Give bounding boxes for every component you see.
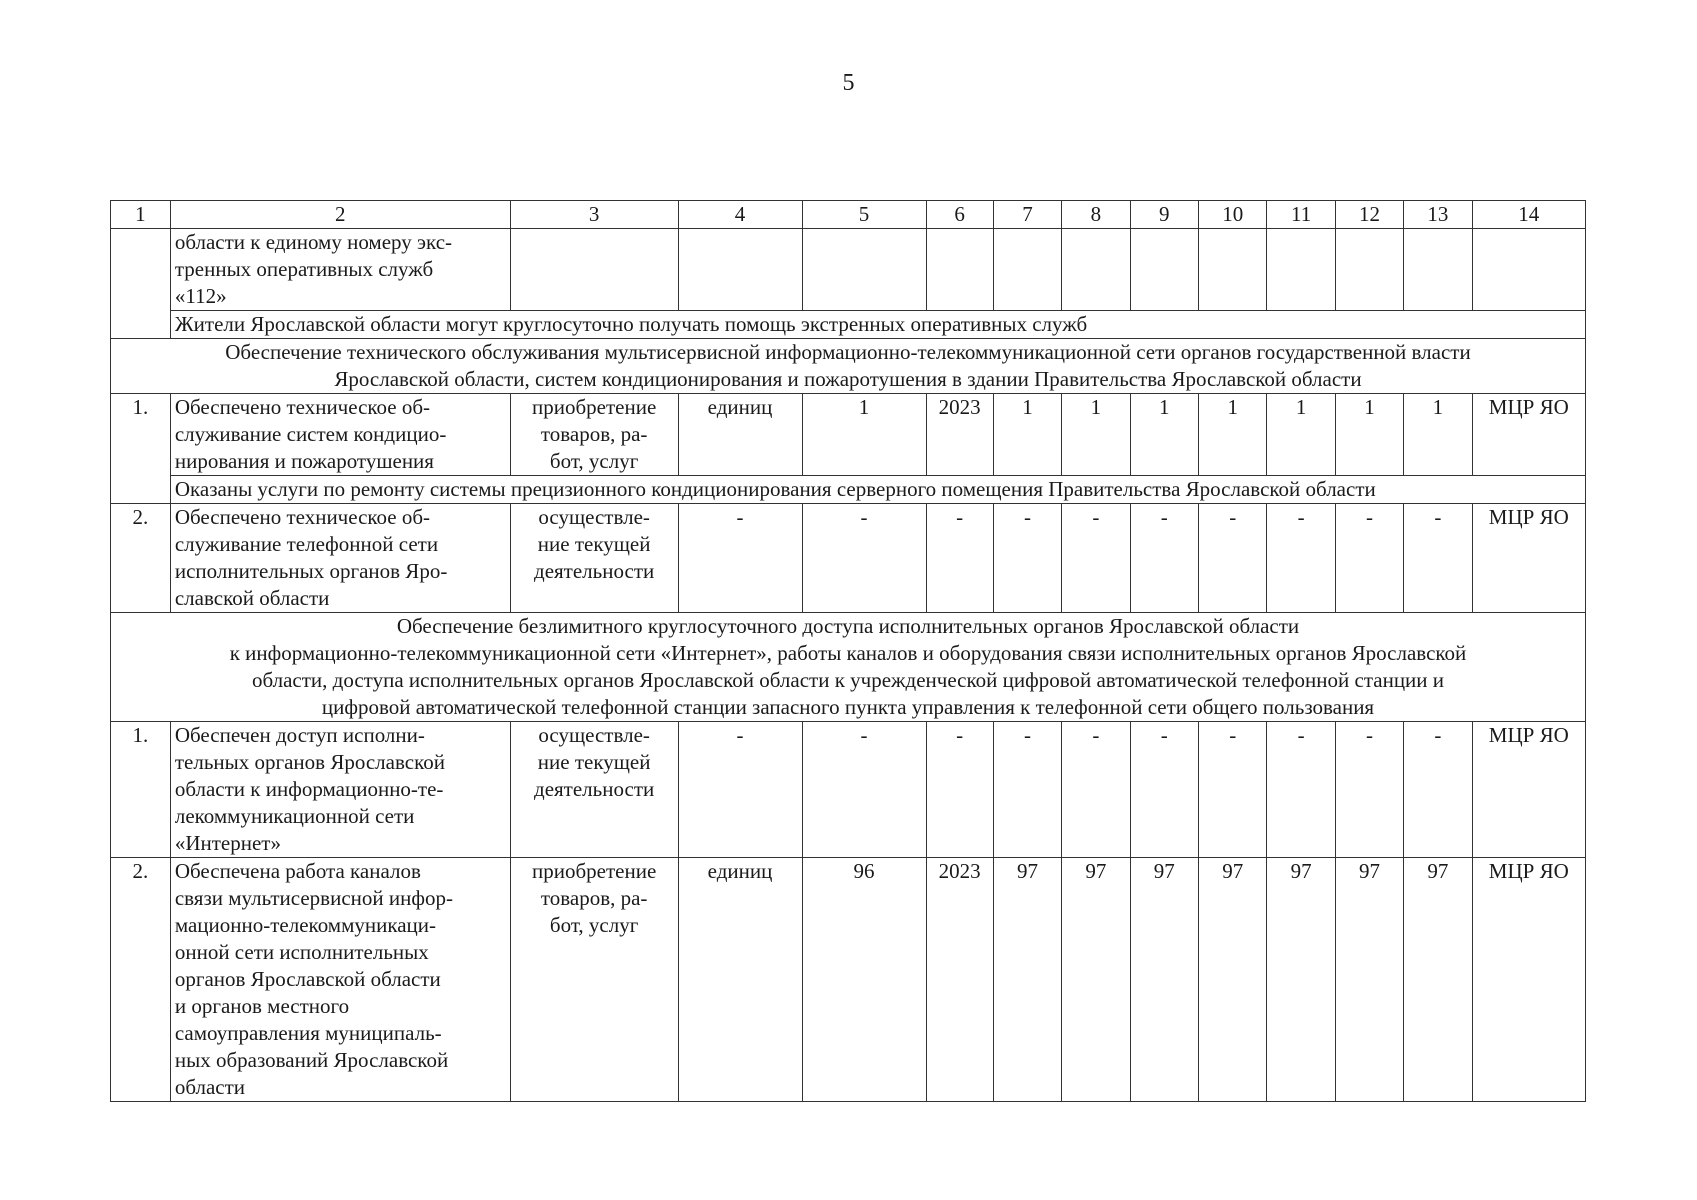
unit-cell: - <box>678 722 802 858</box>
column-number: 9 <box>1130 201 1198 229</box>
table-row <box>111 394 1586 476</box>
base-year-cell: 2023 <box>926 394 993 476</box>
executor-cell: МЦР ЯО <box>1472 858 1585 1102</box>
value-cell: 1 <box>1062 394 1130 476</box>
row-number: 1. <box>111 722 171 858</box>
value-cell: - <box>1062 722 1130 858</box>
value-cell: - <box>1130 504 1198 613</box>
value-cell: 97 <box>1130 858 1198 1102</box>
table-row <box>111 858 1586 1102</box>
table-row <box>111 229 1586 311</box>
value-cell: 97 <box>993 858 1061 1102</box>
row-number: 2. <box>111 858 171 1102</box>
base-year-cell: 2023 <box>926 858 993 1102</box>
table-row <box>111 504 1586 613</box>
task-name-cell: Обеспечен доступ исполни- тельных органов Ярославской области к информационно-те- лекоммуникационной сети «Интернет» <box>170 722 510 858</box>
column-number: 8 <box>1062 201 1130 229</box>
task-name-cell: Обеспечено техническое об- служивание систем кондицио- нирования и пожаротушения <box>170 394 510 476</box>
column-number: 14 <box>1472 201 1585 229</box>
column-number: 1 <box>111 201 171 229</box>
executor-cell: МЦР ЯО <box>1472 504 1585 613</box>
section-heading-row <box>111 339 1586 394</box>
value-cell: - <box>1199 722 1267 858</box>
base-value-cell: - <box>802 504 926 613</box>
value-cell: 97 <box>1335 858 1403 1102</box>
base-value-cell: 1 <box>802 394 926 476</box>
result-text: Жители Ярославской области могут круглосуточно получать помощь экстренных оперативных служб <box>170 311 1585 339</box>
page-number: 5 <box>842 70 855 96</box>
value-cell: 1 <box>1267 394 1335 476</box>
section-heading: Обеспечение технического обслуживания мультисервисной информационно-телекоммуникационной сети органов государственной власти Ярославской области, систем кондиционирования и пожаротушения в здании Правительства Ярославской области <box>111 339 1586 394</box>
value-cell: 97 <box>1404 858 1472 1102</box>
implementation-type-cell: осуществле- ние текущей деятельности <box>510 504 678 613</box>
result-text: Оказаны услуги по ремонту системы прецизионного кондиционирования серверного помещения Правительства Ярославской области <box>170 476 1585 504</box>
base-value-cell: - <box>802 722 926 858</box>
column-number: 10 <box>1199 201 1267 229</box>
value-cell: - <box>1335 722 1403 858</box>
value-cell: 1 <box>1404 394 1472 476</box>
indicators-table <box>110 200 1586 1102</box>
column-number: 4 <box>678 201 802 229</box>
column-number-row <box>111 201 1586 229</box>
unit-cell: единиц <box>678 858 802 1102</box>
section-heading-row <box>111 613 1586 722</box>
column-number: 6 <box>926 201 993 229</box>
value-cell: - <box>1062 504 1130 613</box>
value-cell: 1 <box>1199 394 1267 476</box>
value-cell: 1 <box>993 394 1061 476</box>
column-number: 3 <box>510 201 678 229</box>
row-number: 2. <box>111 504 171 613</box>
column-number: 11 <box>1267 201 1335 229</box>
value-cell: - <box>1130 722 1198 858</box>
unit-cell: - <box>678 504 802 613</box>
column-number: 5 <box>802 201 926 229</box>
base-year-cell: - <box>926 722 993 858</box>
value-cell: 1 <box>1335 394 1403 476</box>
value-cell: - <box>1199 504 1267 613</box>
value-cell: 97 <box>1062 858 1130 1102</box>
value-cell: - <box>1335 504 1403 613</box>
row-number-cell <box>111 229 171 339</box>
executor-cell: МЦР ЯО <box>1472 394 1585 476</box>
value-cell: 97 <box>1267 858 1335 1102</box>
result-row <box>111 311 1586 339</box>
value-cell: - <box>1404 504 1472 613</box>
value-cell: - <box>1267 504 1335 613</box>
value-cell: - <box>993 722 1061 858</box>
column-number: 2 <box>170 201 510 229</box>
task-name-cell: Обеспечено техническое об- служивание телефонной сети исполнительных органов Яро- славской области <box>170 504 510 613</box>
column-number: 12 <box>1335 201 1403 229</box>
column-number: 13 <box>1404 201 1472 229</box>
task-name-cell: Обеспечена работа каналов связи мультисервисной инфор- мационно-телекоммуникаци- онной сети исполнительных органов Ярославской области и органов местного самоуправления муниципаль- ных образований Ярославской области <box>170 858 510 1102</box>
value-cell: - <box>993 504 1061 613</box>
section-heading: Обеспечение безлимитного круглосуточного доступа исполнительных органов Ярославской области к информационно-телекоммуникационной сети «Интернет», работы каналов и оборудования связи исполнительных органов Ярославской области, доступа исполнительных органов Ярославской области к учрежденческой цифровой автоматической телефонной станции и цифровой автоматической телефонной станции запасного пункта управления к телефонной сети общего пользования <box>111 613 1586 722</box>
implementation-type-cell: осуществле- ние текущей деятельности <box>510 722 678 858</box>
value-cell: - <box>1267 722 1335 858</box>
base-value-cell: 96 <box>802 858 926 1102</box>
unit-cell: единиц <box>678 394 802 476</box>
result-row <box>111 476 1586 504</box>
base-year-cell: - <box>926 504 993 613</box>
value-cell: 1 <box>1130 394 1198 476</box>
task-name-cell: области к единому номеру экс- тренных оперативных служб «112» <box>170 229 510 311</box>
table-row <box>111 722 1586 858</box>
column-number: 7 <box>993 201 1061 229</box>
executor-cell: МЦР ЯО <box>1472 722 1585 858</box>
value-cell: 97 <box>1199 858 1267 1102</box>
implementation-type-cell: приобретение товаров, ра- бот, услуг <box>510 394 678 476</box>
row-number: 1. <box>111 394 171 504</box>
implementation-type-cell: приобретение товаров, ра- бот, услуг <box>510 858 678 1102</box>
value-cell: - <box>1404 722 1472 858</box>
